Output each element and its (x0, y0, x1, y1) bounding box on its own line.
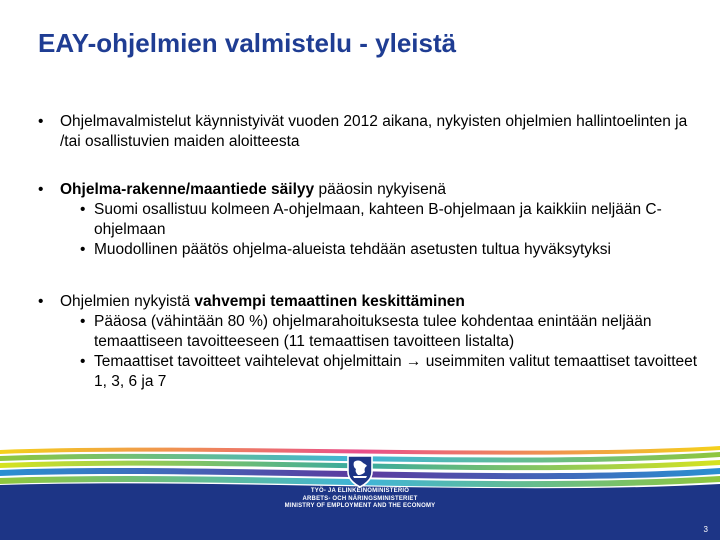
page-number: 3 (703, 525, 708, 534)
bullet-2-sub-2: • Muodollinen päätös ohjelma-alueista tehdään asetusten tultua hyväksytyksi (38, 240, 698, 260)
bullet-2-sub-1: • Suomi osallistuu kolmeen A-ohjelmaan, kahteen B-ohjelmaan ja kaikkiin neljään C-ohjelmaan (38, 200, 698, 240)
ministry-name-en: MINISTRY OF EMPLOYMENT AND THE ECONOMY (284, 503, 436, 509)
bullet-2-bold: Ohjelma-rakenne/maantiede säilyy (60, 181, 315, 198)
ministry-name-fi: TYÖ- JA ELINKEINOMINISTERIÖ (310, 488, 410, 494)
lion-crest-icon (344, 454, 376, 488)
bullet-2 (38, 180, 698, 200)
bullet-1: • Ohjelmavalmistelut käynnistyivät vuoden 2012 aikana, nykyisten ohjelmien hallintoelinten ja /tai osallistuvien maiden aloitteesta (38, 112, 698, 152)
ministry-name (220, 488, 500, 511)
bullet-3-bold: vahvempi temaattinen keskittäminen (194, 293, 465, 310)
ministry-name-sv: ARBETS- OCH NÄRINGSMINISTERIET (302, 495, 418, 502)
bullet-3 (38, 292, 698, 312)
slide-title: EAY-ohjelmien valmistelu - yleistä (38, 28, 457, 58)
bullet-3-sub-1: • Pääosa (vähintään 80 %) ohjelmarahoituksesta tulee kohdentaa enintään neljään temaattiseen tavoitteeseen (11 temaattisen tavoitteen listalta) (38, 312, 698, 352)
bullet-3-sub-2: • Temaattiset tavoitteet vaihtelevat ohjelmittain → useimmiten valitut temaattiset tavoitteet 1, 3, 6 ja 7 (38, 352, 698, 392)
bullet-2-rest: pääosin nykyisenä (314, 181, 446, 198)
bullet-3-pre: Ohjelmien nykyistä (60, 293, 195, 310)
slide-body (38, 112, 698, 392)
